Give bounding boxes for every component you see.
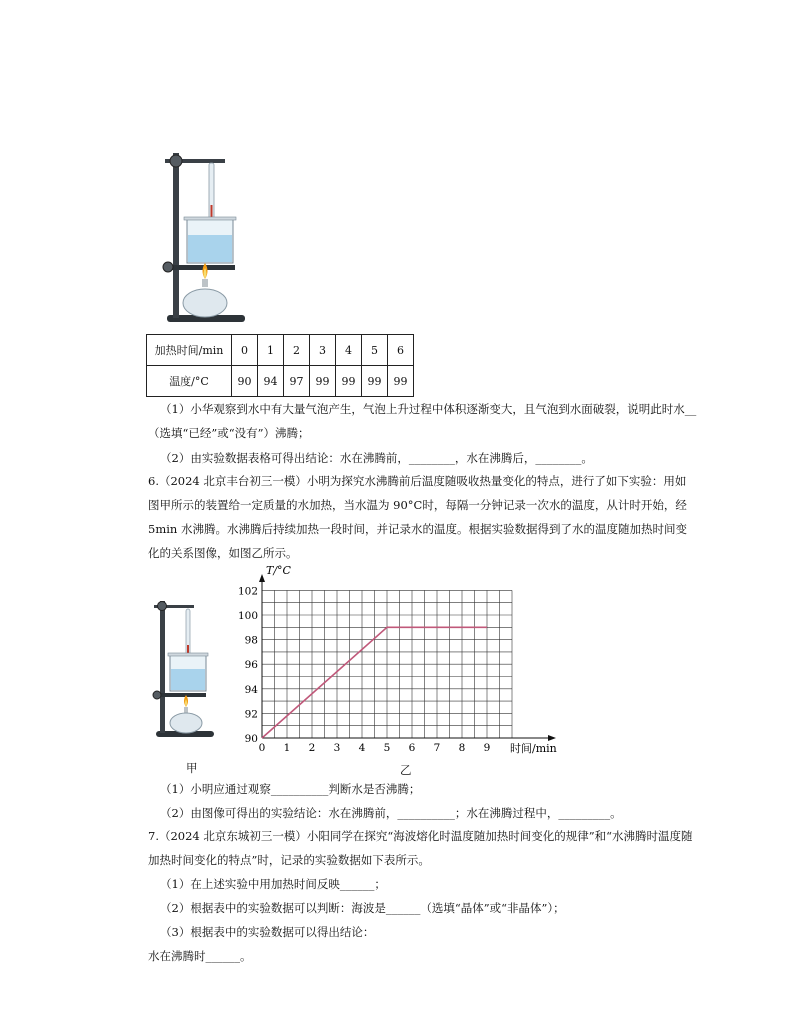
y-tick-label: 100	[237, 610, 258, 622]
y-tick-label: 96	[244, 659, 258, 672]
q7-line1: 7.（2024 北京东城初三一模）小阳同学在探究“海波熔化时温度随加热时间变化的规律”和“水沸腾时温度随	[148, 829, 693, 843]
row-label-temp: 温度/°C	[147, 366, 232, 397]
y-tick-label: 90	[244, 733, 258, 745]
q5-part1-line1: （1）小华观察到水中有大量气泡产生，气泡上升过程中体积逐渐变大，且气泡到水面破裂，说明此时水__	[160, 402, 697, 416]
q5-part1-line2: （选填“已经”或“没有”）沸腾；	[148, 426, 310, 440]
y-tick-label: 102	[237, 585, 258, 598]
q7-part1: （1）在上述实验中用加热时间反映______；	[160, 877, 386, 891]
chart-ticks	[238, 585, 490, 754]
table-cell: 99	[336, 366, 362, 397]
q5-part2: （2）由实验数据表格可得出结论：水在沸腾前，________，水在沸腾后，________。	[160, 451, 593, 465]
x-axis-label: 时间/min	[510, 742, 557, 755]
q7-part3: （3）根据表中的实验数据可以得出结论：	[160, 925, 375, 939]
x-tick-label: 1	[283, 742, 291, 754]
chart-grid	[262, 590, 512, 738]
x-tick-label: 0	[258, 742, 266, 754]
beaker	[184, 217, 236, 263]
table-cell: 4	[336, 335, 362, 366]
figure-a-label: 甲	[186, 761, 198, 775]
table-cell: 99	[310, 366, 336, 397]
table-cell: 97	[284, 366, 310, 397]
figure-b-label: 乙	[400, 763, 412, 777]
x-axis-arrow	[548, 735, 556, 741]
table-cell: 94	[258, 366, 284, 397]
table-cell: 1	[258, 335, 284, 366]
q6-line4: 化的关系图像，如图乙所示。	[148, 546, 298, 560]
beaker	[168, 653, 208, 691]
alcohol-lamp	[170, 695, 202, 733]
data-table	[146, 334, 414, 397]
row-label-time: 加热时间/min	[147, 335, 232, 366]
x-tick-label: 3	[333, 742, 341, 754]
y-tick-label: 98	[244, 634, 258, 647]
table-cell: 99	[362, 366, 388, 397]
chart-axes	[259, 574, 556, 741]
table-cell: 2	[284, 335, 310, 366]
y-axis-arrow	[259, 574, 265, 582]
q7-part2: （2）根据表中的实验数据可以判断：海波是______（选填“晶体”或“非晶体”）；	[160, 901, 565, 915]
x-tick-label: 5	[383, 742, 391, 754]
temperature-time-chart	[230, 560, 570, 760]
y-axis-label: T/°C	[266, 564, 291, 577]
q6-line3: 5min 水沸腾。水沸腾后持续加热一段时间，并记录水的温度。根据实验数据得到了水的温度随加热时间变	[148, 522, 687, 536]
q6-part1: （1）小明应通过观察__________判断水是否沸腾；	[160, 782, 421, 796]
x-tick-label: 4	[358, 742, 366, 754]
alcohol-lamp	[183, 263, 227, 317]
q6-line1: 6.（2024 北京丰台初三一模）小明为探究水沸腾前后温度随吸收热量变化的特点，进行了如下实验：用如	[148, 474, 687, 488]
y-tick-label: 92	[244, 708, 258, 721]
table-cell: 99	[388, 366, 414, 397]
table-row	[147, 366, 414, 397]
table-cell: 6	[388, 335, 414, 366]
x-tick-label: 7	[433, 742, 441, 754]
boiling-apparatus-figure-a	[150, 595, 220, 743]
q7-line2: 加热时间变化的特点”时，记录的实验数据如下表所示。	[148, 853, 430, 867]
table-cell: 90	[232, 366, 258, 397]
x-tick-label: 2	[308, 742, 316, 754]
q6-part2: （2）由图像可得出的实验结论：水在沸腾前，__________；水在沸腾过程中，_________。	[160, 806, 622, 820]
table-cell: 5	[362, 335, 388, 366]
boiling-apparatus-figure-top	[155, 145, 255, 330]
table-cell: 3	[310, 335, 336, 366]
table-row	[147, 335, 414, 366]
x-tick-label: 6	[408, 742, 416, 754]
table-cell: 0	[232, 335, 258, 366]
q6-line2: 图甲所示的装置给一定质量的水加热，当水温为 90°C时，每隔一分钟记录一次水的温度，从计时开始，经	[148, 498, 687, 512]
x-tick-label: 9	[483, 742, 491, 754]
y-tick-label: 94	[244, 683, 258, 696]
q7-part4: 水在沸腾时______。	[148, 949, 252, 963]
x-tick-label: 8	[458, 742, 466, 754]
